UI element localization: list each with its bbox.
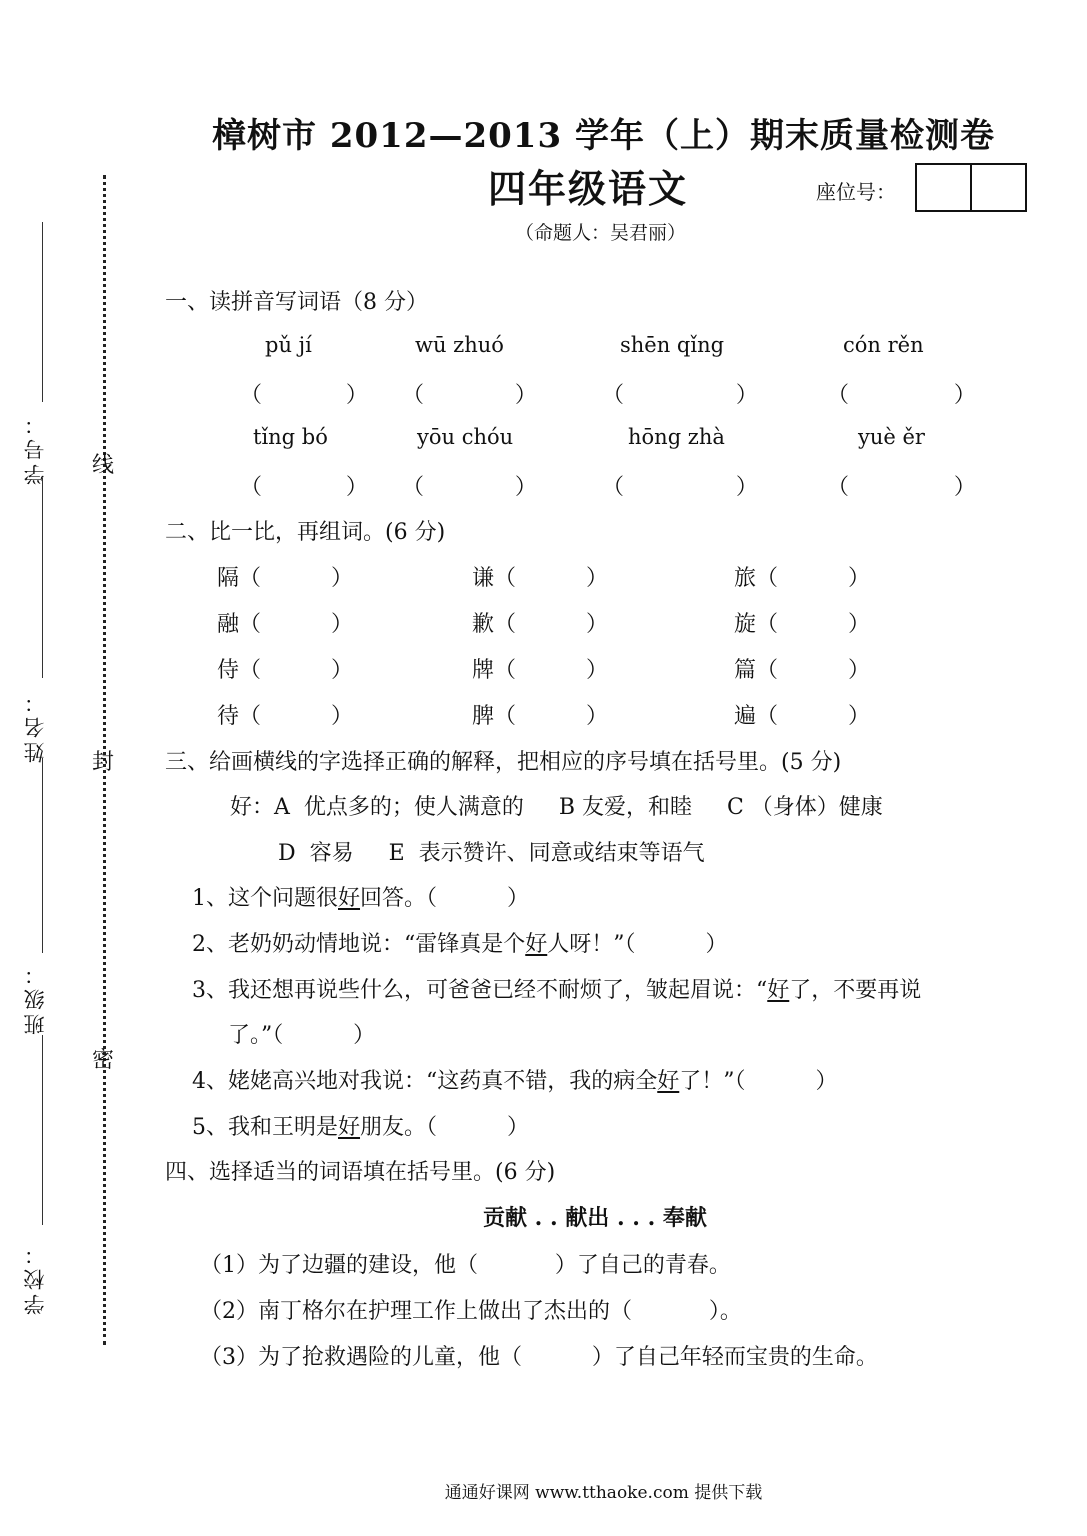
q2-char: 隔	[217, 566, 240, 591]
q2-char: 脾	[472, 704, 495, 729]
q1-blank-2[interactable]: （ ）	[402, 383, 537, 408]
student-id-label: 学号：	[23, 410, 47, 485]
q2-blank[interactable]: （ ）	[756, 612, 870, 637]
underlined-char: 好	[338, 1115, 361, 1140]
q4-item-1: （1）为了边疆的建设，他（ ）了自己的青春。	[200, 1253, 731, 1278]
q1-blank-1[interactable]: （ ）	[240, 383, 368, 408]
q2-char: 牌	[472, 658, 495, 683]
q3-item-1: 1、这个问题很好回答。（ ）	[192, 886, 529, 911]
underlined-char: 好	[767, 978, 790, 1003]
q1-heading: 一、读拼音写词语（8 分）	[165, 290, 428, 315]
name-rule	[42, 478, 43, 678]
q2-char: 歉	[472, 612, 495, 637]
school-label: 学校：	[23, 1240, 47, 1315]
q2-char: 篇	[734, 658, 757, 683]
underlined-char: 好	[338, 886, 361, 911]
q3-item-4: 4、姥姥高兴地对我说：“这药真不错，我的病全好了！”（ ）	[192, 1069, 838, 1094]
q4-item-2: （2）南丁格尔在护理工作上做出了杰出的（ ）。	[200, 1299, 742, 1324]
q1-blank-7[interactable]: （ ）	[602, 475, 758, 500]
q1-pinyin-8: yuè ěr	[858, 425, 925, 449]
q1-pinyin-7: hōng zhà	[628, 425, 725, 449]
q1-blank-8[interactable]: （ ）	[827, 475, 976, 500]
exam-subtitle: 四年级语文	[488, 166, 689, 211]
q2-blank[interactable]: （ ）	[494, 658, 608, 683]
q1-pinyin-4: cón rěn	[843, 333, 924, 357]
class-label: 班级：	[23, 960, 47, 1035]
q1-blank-4[interactable]: （ ）	[827, 383, 976, 408]
class-rule	[42, 758, 43, 953]
q2-blank[interactable]: （ ）	[239, 704, 353, 729]
q1-pinyin-3: shēn qǐng	[620, 333, 725, 357]
q2-blank[interactable]: （ ）	[756, 566, 870, 591]
q1-blank-6[interactable]: （ ）	[402, 475, 537, 500]
q2-char: 侍	[217, 658, 240, 683]
q1-pinyin-1: pǔ jí	[265, 333, 312, 357]
seat-cell-1[interactable]	[917, 165, 970, 210]
q3-item-3: 3、我还想再说些什么，可爸爸已经不耐烦了，皱起眉说：“好了，不要再说	[192, 978, 922, 1003]
seat-number-label: 座位号：	[816, 180, 896, 204]
name-label: 姓名：	[23, 688, 47, 763]
q2-blank[interactable]: （ ）	[239, 612, 353, 637]
q2-char: 融	[217, 612, 240, 637]
q2-heading: 二、比一比，再组词。(6 分)	[165, 520, 446, 545]
underlined-char: 好	[657, 1069, 680, 1094]
q2-blank[interactable]: （ ）	[239, 566, 353, 591]
q4-heading: 四、选择适当的词语填在括号里。(6 分)	[165, 1160, 556, 1185]
q1-pinyin-6: yōu chóu	[417, 425, 514, 449]
footer-source: 通通好课网 www.tthaoke.com 提供下载	[444, 1483, 763, 1503]
q2-blank[interactable]: （ ）	[494, 612, 608, 637]
school-rule	[42, 1035, 43, 1225]
exam-title: 樟树市 2012—2013 学年（上）期末质量检测卷	[212, 116, 995, 156]
q2-char: 待	[217, 704, 240, 729]
q2-blank[interactable]: （ ）	[756, 704, 870, 729]
q1-pinyin-5: tǐng bó	[253, 425, 328, 449]
q4-word-bank: 贡献 . . 献出 . . . 奉献	[483, 1205, 707, 1231]
seal-word-seal: 封	[92, 750, 115, 775]
q3-item-3-continued: 了。”（ ）	[228, 1023, 376, 1048]
q1-blank-5[interactable]: （ ）	[240, 475, 368, 500]
q2-char: 旋	[734, 612, 757, 637]
q3-item-5: 5、我和王明是好朋友。（ ）	[192, 1115, 529, 1140]
q2-blank[interactable]: （ ）	[494, 566, 608, 591]
seal-word-secret: 密	[92, 1048, 115, 1073]
student-id-rule	[42, 222, 43, 402]
q4-item-3: （3）为了抢救遇险的儿童，他（ ）了自己年轻而宝贵的生命。	[200, 1345, 878, 1370]
q2-char: 谦	[472, 566, 495, 591]
seat-number-box[interactable]	[915, 163, 1027, 212]
q3-options-line-1: 好：A 优点多的；使人满意的 B 友爱，和睦 C （身体）健康	[230, 795, 883, 820]
author-line: （命题人：吴君丽）	[515, 222, 687, 244]
q2-blank[interactable]: （ ）	[756, 658, 870, 683]
underlined-char: 好	[525, 932, 548, 957]
q2-char: 旅	[734, 566, 757, 591]
q2-blank[interactable]: （ ）	[239, 658, 353, 683]
q2-blank[interactable]: （ ）	[494, 704, 608, 729]
q1-pinyin-2: wū zhuó	[415, 333, 504, 357]
q1-blank-3[interactable]: （ ）	[602, 383, 758, 408]
seat-cell-2[interactable]	[970, 165, 1025, 210]
q3-item-2: 2、老奶奶动情地说：“雷锋真是个好人呀！”（ ）	[192, 932, 728, 957]
q2-char: 遍	[734, 704, 757, 729]
q3-options-line-2: D 容易 E 表示赞许、同意或结束等语气	[278, 841, 705, 866]
seal-word-line: 线	[92, 453, 115, 478]
q3-heading: 三、给画横线的字选择正确的解释，把相应的序号填在括号里。(5 分)	[165, 750, 842, 775]
